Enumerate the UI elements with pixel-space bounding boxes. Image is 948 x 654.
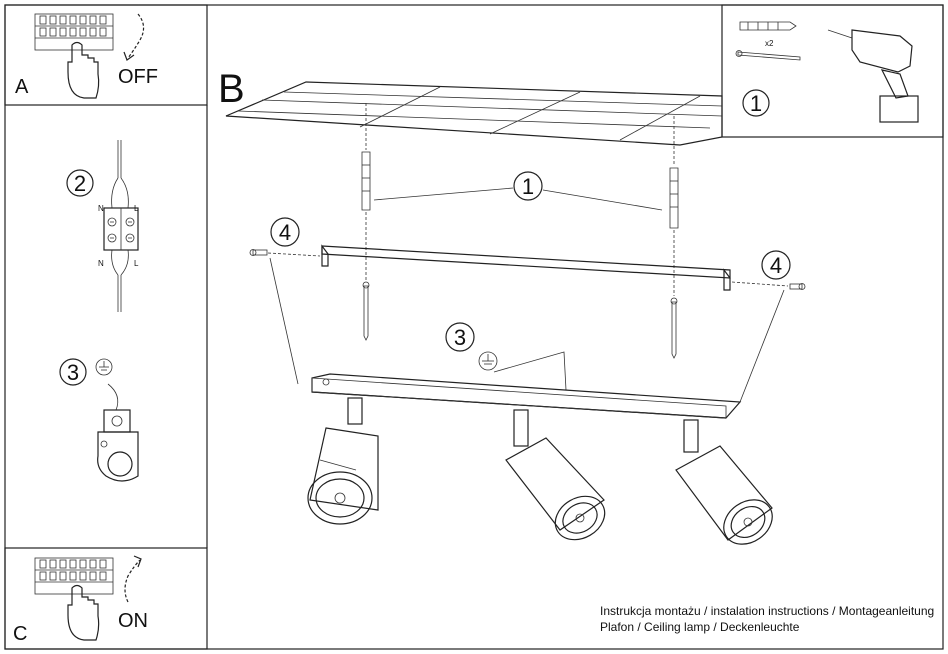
wire-icon (112, 140, 129, 312)
wall-anchor-right (670, 116, 678, 358)
hand-icon (68, 43, 99, 99)
step-3-number: 3 (66, 360, 80, 385)
caption-line-1: Instrukcja montażu / instalation instructions / Montageanleitung (600, 604, 935, 618)
mounting-bracket (322, 246, 730, 290)
panel-c-letter: C (13, 623, 28, 645)
screw-icon (736, 51, 800, 61)
spotlight-right (676, 420, 781, 553)
panel-a (5, 5, 207, 105)
terminal-label-n-top: N (98, 204, 104, 213)
step-3-ground-number: 3 (453, 325, 467, 350)
terminal-label-l-bottom: L (134, 259, 139, 268)
panel-c-state: ON (118, 610, 148, 632)
ground-symbol-icon (96, 359, 112, 375)
lamp-base (312, 374, 740, 418)
down-arrow-icon (128, 14, 144, 58)
caption-line-2: Plafon / Ceiling lamp / Deckenleuchte (600, 620, 800, 634)
side-screw-right-icon (732, 282, 805, 290)
step-4-left-number: 4 (278, 220, 292, 245)
drill-icon (828, 30, 918, 122)
wall-plug-icon (740, 22, 796, 30)
step-1-number: 1 (749, 91, 763, 116)
step-1-anchor-number: 1 (521, 174, 535, 199)
terminal-block-icon (104, 208, 138, 250)
panel-b (218, 67, 805, 553)
ground-wire-b (494, 352, 566, 390)
side-screw-left-icon (250, 250, 320, 257)
terminal-label-l-top: L (134, 204, 139, 213)
spotlight-center (506, 410, 613, 548)
terminal-label-n-bottom: N (98, 259, 104, 268)
wiring-step (67, 140, 139, 312)
ceiling-grid (226, 82, 722, 145)
caption (600, 603, 934, 635)
ground-symbol-icon (479, 352, 497, 370)
step-4-right-number: 4 (769, 253, 783, 278)
drill-panel (722, 5, 943, 137)
ground-clamp-icon (98, 410, 138, 481)
wall-anchor-left (362, 103, 370, 340)
panel-c (5, 548, 207, 649)
breaker-panel-icon (35, 558, 113, 594)
panel-a-state: OFF (118, 66, 158, 88)
breaker-panel-icon (35, 14, 113, 50)
ground-wire (108, 384, 118, 410)
panel-b-letter: B (218, 67, 245, 111)
quantity-label: x2 (765, 39, 774, 48)
step-2-number: 2 (73, 171, 87, 196)
spotlight-left (308, 398, 378, 524)
panel-a-letter: A (15, 76, 29, 98)
outer-frame (5, 5, 943, 649)
ground-step (60, 359, 138, 481)
